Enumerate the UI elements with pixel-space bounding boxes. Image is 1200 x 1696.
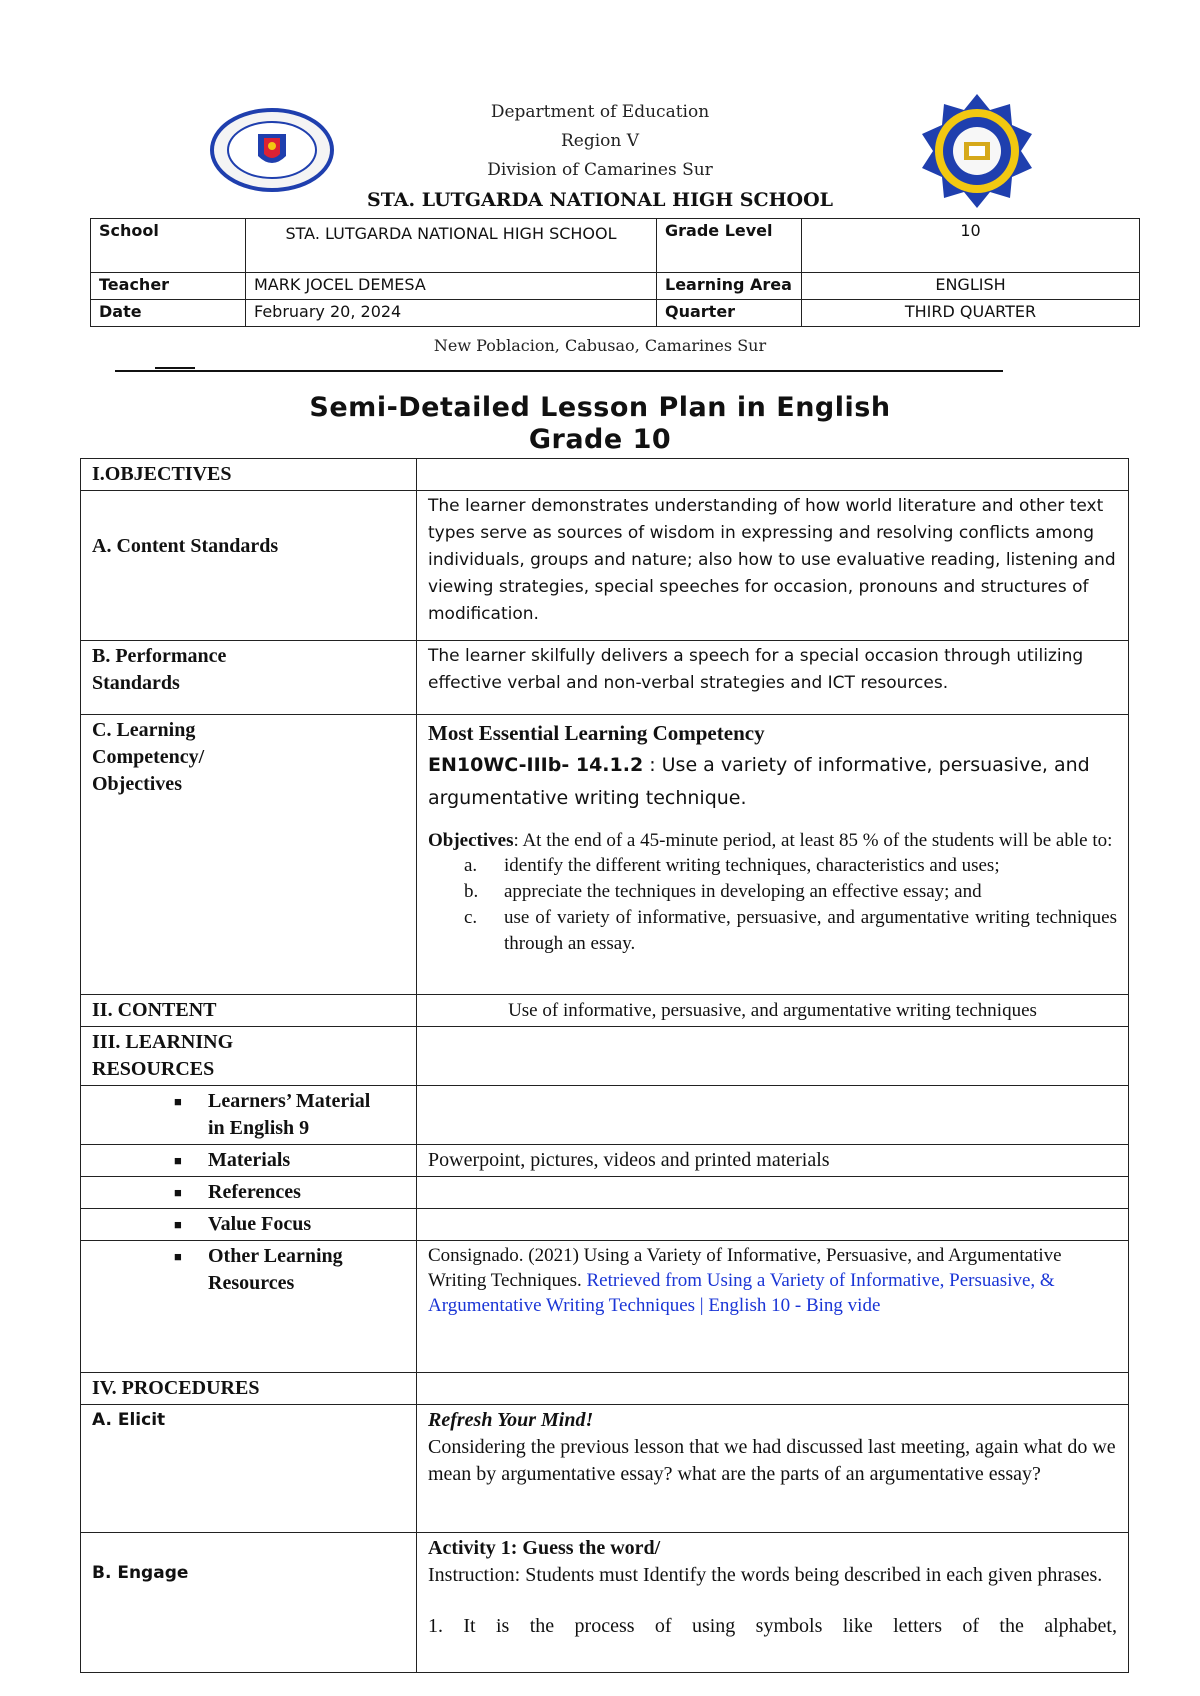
value-focus-blank — [417, 1209, 1129, 1241]
date-value: February 20, 2024 — [246, 300, 657, 327]
citation-link[interactable]: Retrieved from Using a Variety of Informative, Persuasive, & Argumentative Writing Techniques | English 10 - Bing vide — [428, 1270, 1055, 1316]
list-item — [428, 853, 1117, 879]
teacher-value: MARK JOCEL DEMESA — [246, 273, 657, 300]
materials-label: ■ Materials — [81, 1145, 417, 1177]
objective-a-letter: a. — [464, 855, 478, 876]
engage-instruction: Instruction: Students must Identify the words being described in each given phrases. — [428, 1564, 1103, 1586]
table-row — [81, 1209, 1129, 1241]
content-value: Use of informative, persuasive, and argumentative writing techniques — [417, 995, 1129, 1027]
learning-resources-blank — [417, 1027, 1129, 1086]
references-label: ■ References — [81, 1177, 417, 1209]
school-info-table — [90, 218, 1140, 327]
melc-heading: Most Essential Learning Competency — [428, 721, 765, 745]
references-blank — [417, 1177, 1129, 1209]
learning-resources-label — [81, 1027, 417, 1086]
learning-competency-label — [81, 715, 417, 995]
procedures-blank — [417, 1373, 1129, 1405]
quarter-value: THIRD QUARTER — [802, 300, 1140, 327]
elicit-label: A. Elicit — [81, 1405, 417, 1533]
deped-seal-logo — [210, 108, 335, 193]
list-item — [428, 879, 1117, 905]
table-row — [81, 459, 1129, 491]
table-row — [81, 1405, 1129, 1533]
header-divider-accent — [155, 367, 195, 369]
school-address: New Poblacion, Cabusao, Camarines Sur — [433, 336, 767, 355]
table-row — [81, 1086, 1129, 1145]
other-resources-value — [417, 1241, 1129, 1373]
plan-title: Semi-Detailed Lesson Plan in English — [309, 392, 891, 423]
content-standards-label: A. Content Standards — [81, 491, 417, 641]
competency-label-line2: Competency/ — [92, 746, 205, 768]
learners-material-label — [81, 1086, 417, 1145]
bullet-icon: ■ — [174, 1217, 182, 1232]
learning-area-label: Learning Area — [657, 273, 802, 300]
melc-code: EN10WC-IIIb- 14.1.2 — [428, 754, 644, 776]
list-item — [428, 905, 1117, 957]
competency-label-line3: Objectives — [92, 773, 182, 795]
date-label: Date — [91, 300, 246, 327]
table-row — [81, 1241, 1129, 1373]
objective-c-text: use of variety of informative, persuasive, and argumentative writing techniques through an essay. — [504, 907, 1117, 954]
content-standards-text: The learner demonstrates understanding of how world literature and other text types serve as sources of wisdom in expressing and resolving conflicts among individuals, groups and nature; also how to use evaluative reading, listening and viewing strategies, special speeches for occasion, pronouns and structures of modification. — [417, 491, 1129, 641]
melc-statement — [428, 749, 1117, 815]
objective-b-letter: b. — [464, 881, 479, 902]
objectives-intro — [428, 829, 1117, 853]
performance-standards-text: The learner skilfully delivers a speech for a special occasion through utilizing effective verbal and non-verbal strategies and ICT resources. — [417, 641, 1129, 715]
elicit-heading: Refresh Your Mind! — [428, 1409, 594, 1431]
competency-label-line1: C. Learning — [92, 719, 196, 741]
division-line: Division of Camarines Sur — [487, 160, 713, 180]
melc-text: : Use a variety of informative, persuasive, and argumentative writing technique. — [428, 754, 1090, 809]
table-row — [81, 1177, 1129, 1209]
learning-area-value: ENGLISH — [802, 273, 1140, 300]
table-row — [81, 641, 1129, 715]
elicit-content — [417, 1405, 1129, 1533]
table-row — [81, 995, 1129, 1027]
objective-a-text: identify the different writing techniques, characteristics and uses; — [504, 855, 1000, 876]
learners-material-blank — [417, 1086, 1129, 1145]
elicit-text: Considering the previous lesson that we had discussed last meeting, again what do we mean by argumentative essay? what are the parts of an argumentative essay? — [428, 1436, 1116, 1485]
resources-label-line2: RESOURCES — [92, 1058, 215, 1080]
table-row — [81, 1027, 1129, 1086]
quarter-label: Quarter — [657, 300, 802, 327]
citation-text: Consignado. (2021) Using a Variety of Informative, Persuasive, and Argumentative Writing Techniques. — [428, 1245, 1062, 1291]
engage-content — [417, 1533, 1129, 1673]
bullet-icon: ■ — [174, 1153, 182, 1168]
engage-heading: Activity 1: Guess the word/ — [428, 1537, 661, 1559]
table-row — [81, 1533, 1129, 1673]
engage-label: B. Engage — [81, 1533, 417, 1673]
table-row — [81, 1145, 1129, 1177]
performance-standards-label — [81, 641, 417, 715]
header-divider — [115, 370, 1003, 372]
materials-value: Powerpoint, pictures, videos and printed materials — [417, 1145, 1129, 1177]
performance-label-line2: Standards — [92, 672, 180, 694]
teacher-label: Teacher — [91, 273, 246, 300]
value-focus-label: ■ Value Focus — [81, 1209, 417, 1241]
bullet-icon: ■ — [174, 1094, 182, 1109]
table-row — [81, 491, 1129, 641]
content-label: II. CONTENT — [81, 995, 417, 1027]
lesson-plan-table — [80, 458, 1129, 1673]
table-row — [81, 1373, 1129, 1405]
objectives-heading: I.OBJECTIVES — [81, 459, 417, 491]
resources-label-line1: III. LEARNING — [92, 1031, 234, 1053]
procedures-label: IV. PROCEDURES — [81, 1373, 417, 1405]
plan-grade: Grade 10 — [528, 424, 672, 455]
school-seal-logo — [918, 92, 1036, 210]
objectives-lead: Objectives — [428, 830, 514, 851]
objective-b-text: appreciate the techniques in developing an effective essay; and — [504, 881, 982, 902]
grade-level-label: Grade Level — [657, 219, 802, 273]
objective-c-letter: c. — [464, 907, 478, 928]
table-row — [81, 715, 1129, 995]
region-line: Region V — [560, 131, 640, 151]
learning-competency-content — [417, 715, 1129, 995]
department-line: Department of Education — [490, 102, 710, 122]
objectives-heading-blank — [417, 459, 1129, 491]
school-value: STA. LUTGARDA NATIONAL HIGH SCHOOL — [246, 219, 657, 273]
engage-item-1: 1. It is the process of using symbols like letters of the alphabet, — [428, 1615, 1117, 1637]
school-title: STA. LUTGARDA NATIONAL HIGH SCHOOL — [366, 189, 834, 211]
grade-level-value: 10 — [802, 219, 1140, 273]
performance-label-line1: B. Performance — [92, 645, 227, 667]
bullet-icon: ■ — [174, 1249, 182, 1264]
objectives-intro-text: : At the end of a 45-minute period, at least 85 % of the students will be able to: — [513, 830, 1113, 851]
learners-material-text: Learners’ Material in English 9 — [208, 1090, 371, 1139]
other-resources-label: ■ Other Learning Resources — [81, 1241, 417, 1373]
bullet-icon: ■ — [174, 1185, 182, 1200]
objectives-list — [428, 853, 1117, 957]
school-label: School — [91, 219, 246, 273]
